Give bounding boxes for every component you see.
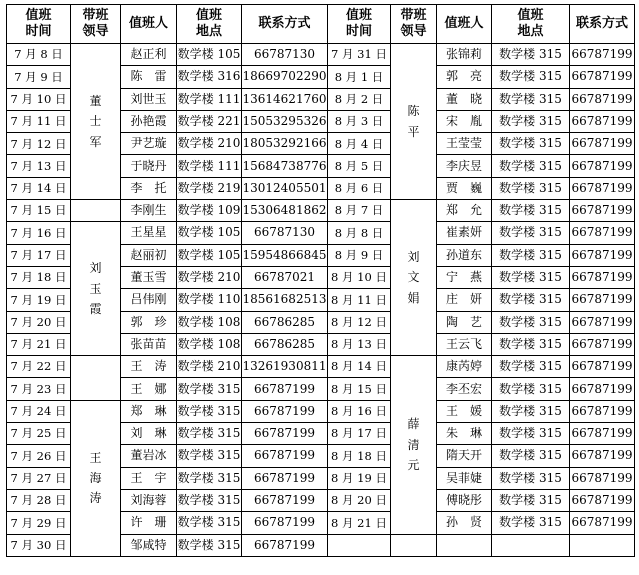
duty-place: 数学楼 315 xyxy=(492,378,570,400)
duty-person: 尹艺璇 xyxy=(121,133,177,155)
duty-person: 陈 雷 xyxy=(121,66,177,88)
duty-date: 7 月 19 日 xyxy=(7,289,71,311)
duty-place: 数学楼 111 xyxy=(177,88,242,110)
duty-person: 贾 巍 xyxy=(437,177,492,199)
duty-place: 数学楼 315 xyxy=(492,311,570,333)
contact-phone: 15306481862 xyxy=(242,200,328,222)
contact-phone: 13261930811 xyxy=(242,356,328,378)
duty-place: 数学楼 315 xyxy=(492,88,570,110)
duty-place: 数学楼 210 xyxy=(177,356,242,378)
duty-date: 8 月 21 日 xyxy=(328,512,391,534)
header-duty-place: 值班 地点 xyxy=(492,5,570,44)
duty-place: 数学楼 315 xyxy=(492,222,570,244)
leader-name-char: 元 xyxy=(407,458,420,473)
duty-date: 8 月 1 日 xyxy=(328,66,391,88)
duty-person: 董 晓 xyxy=(437,88,492,110)
right-leader-cell xyxy=(391,44,437,200)
duty-person: 刘世玉 xyxy=(121,88,177,110)
duty-person: 张苗苗 xyxy=(121,333,177,355)
duty-place: 数学楼 315 xyxy=(492,400,570,422)
duty-date: 7 月 8 日 xyxy=(7,44,71,66)
duty-place: 数学楼 315 xyxy=(492,445,570,467)
contact-phone: 13614621760 xyxy=(242,88,328,110)
duty-place: 数学楼 315 xyxy=(492,512,570,534)
contact-phone: 66787199 xyxy=(570,177,635,199)
contact-phone: 66787199 xyxy=(570,155,635,177)
contact-phone: 66787199 xyxy=(570,88,635,110)
contact-phone: 66787130 xyxy=(242,222,328,244)
contact-phone: 66787199 xyxy=(570,423,635,445)
duty-place: 数学楼 315 xyxy=(492,155,570,177)
leader-name-char: 玉 xyxy=(89,281,102,296)
header-duty-time: 值班 时间 xyxy=(328,5,391,44)
contact-phone: 66787199 xyxy=(570,400,635,422)
duty-date: 8 月 16 日 xyxy=(328,400,391,422)
contact-phone: 18669702290 xyxy=(242,66,328,88)
table-row xyxy=(7,400,635,422)
table-row xyxy=(7,222,635,244)
contact-phone: 13012405501 xyxy=(242,177,328,199)
duty-person: 赵丽初 xyxy=(121,244,177,266)
duty-date: 7 月 30 日 xyxy=(7,534,71,556)
duty-date: 8 月 3 日 xyxy=(328,110,391,132)
duty-person: 朱 琳 xyxy=(437,423,492,445)
duty-place: 数学楼 315 xyxy=(177,534,242,556)
duty-date: 7 月 27 日 xyxy=(7,467,71,489)
duty-person: 李刚生 xyxy=(121,200,177,222)
empty-cell xyxy=(391,534,437,556)
duty-date: 7 月 26 日 xyxy=(7,445,71,467)
duty-person: 邹咸特 xyxy=(121,534,177,556)
duty-place: 数学楼 315 xyxy=(492,133,570,155)
duty-date: 7 月 10 日 xyxy=(7,88,71,110)
duty-person: 宋 胤 xyxy=(437,110,492,132)
duty-date: 7 月 14 日 xyxy=(7,177,71,199)
duty-person: 许 珊 xyxy=(121,512,177,534)
duty-place: 数学楼 315 xyxy=(492,200,570,222)
header-contact: 联系方式 xyxy=(570,5,635,44)
duty-person: 郭 亮 xyxy=(437,66,492,88)
table-row xyxy=(7,356,635,378)
duty-place: 数学楼 219 xyxy=(177,177,242,199)
duty-date: 7 月 24 日 xyxy=(7,400,71,422)
duty-date: 7 月 23 日 xyxy=(7,378,71,400)
duty-person: 王云飞 xyxy=(437,333,492,355)
duty-person: 王星星 xyxy=(121,222,177,244)
schedule-body xyxy=(7,44,635,557)
duty-person: 孙道东 xyxy=(437,244,492,266)
duty-place: 数学楼 315 xyxy=(492,489,570,511)
leader-name-char: 霞 xyxy=(89,301,102,316)
duty-person: 王 娜 xyxy=(121,378,177,400)
leader-name-char: 刘 xyxy=(407,250,420,265)
duty-person: 王 涛 xyxy=(121,356,177,378)
duty-place: 数学楼 110 xyxy=(177,289,242,311)
leader-name-char: 平 xyxy=(407,124,420,139)
duty-person: 隋天开 xyxy=(437,445,492,467)
contact-phone: 66787199 xyxy=(570,467,635,489)
duty-person: 张锦莉 xyxy=(437,44,492,66)
leader-name-char: 陈 xyxy=(407,104,420,119)
contact-phone: 66787199 xyxy=(570,445,635,467)
empty-cell xyxy=(570,534,635,556)
duty-place: 数学楼 315 xyxy=(492,289,570,311)
empty-cell xyxy=(492,534,570,556)
duty-person: 崔素妍 xyxy=(437,222,492,244)
left-leader-cell xyxy=(71,44,121,200)
duty-date: 7 月 22 日 xyxy=(7,356,71,378)
leader-name-char: 娟 xyxy=(407,290,420,305)
contact-phone: 18053292166 xyxy=(242,133,328,155)
empty-cell xyxy=(437,534,492,556)
contact-phone: 66787199 xyxy=(242,445,328,467)
header-leader: 带班 领导 xyxy=(391,5,437,44)
duty-place: 数学楼 315 xyxy=(492,244,570,266)
duty-person: 赵正利 xyxy=(121,44,177,66)
contact-phone: 66787199 xyxy=(570,66,635,88)
duty-date: 8 月 13 日 xyxy=(328,333,391,355)
duty-person: 刘海蓉 xyxy=(121,489,177,511)
duty-person: 王 宇 xyxy=(121,467,177,489)
table-row xyxy=(7,200,635,222)
duty-place: 数学楼 210 xyxy=(177,133,242,155)
duty-person: 陶 艺 xyxy=(437,311,492,333)
duty-date: 7 月 11 日 xyxy=(7,110,71,132)
duty-place: 数学楼 315 xyxy=(492,266,570,288)
duty-date: 7 月 20 日 xyxy=(7,311,71,333)
leader-name-char: 刘 xyxy=(89,261,102,276)
duty-place: 数学楼 315 xyxy=(177,400,242,422)
duty-date: 7 月 31 日 xyxy=(328,44,391,66)
duty-place: 数学楼 316 xyxy=(177,66,242,88)
contact-phone: 15954866845 xyxy=(242,244,328,266)
duty-place: 数学楼 108 xyxy=(177,311,242,333)
contact-phone: 66787199 xyxy=(570,110,635,132)
header-duty-person: 值班人 xyxy=(437,5,492,44)
duty-place: 数学楼 315 xyxy=(177,445,242,467)
duty-place: 数学楼 315 xyxy=(177,489,242,511)
duty-date: 8 月 15 日 xyxy=(328,378,391,400)
contact-phone: 66786285 xyxy=(242,333,328,355)
duty-date: 8 月 18 日 xyxy=(328,445,391,467)
duty-date: 7 月 16 日 xyxy=(7,222,71,244)
left-leader-cell xyxy=(71,400,121,556)
header-row xyxy=(7,5,635,44)
duty-person: 李丕宏 xyxy=(437,378,492,400)
duty-date: 8 月 2 日 xyxy=(328,88,391,110)
duty-place: 数学楼 108 xyxy=(177,333,242,355)
table-row xyxy=(7,44,635,66)
duty-person: 傅晓彤 xyxy=(437,489,492,511)
duty-place: 数学楼 109 xyxy=(177,200,242,222)
contact-phone: 15053295326 xyxy=(242,110,328,132)
contact-phone: 66787199 xyxy=(570,489,635,511)
header-contact: 联系方式 xyxy=(242,5,328,44)
duty-date: 8 月 6 日 xyxy=(328,177,391,199)
duty-person: 孙艳霞 xyxy=(121,110,177,132)
duty-place: 数学楼 315 xyxy=(492,333,570,355)
leader-name-char: 海 xyxy=(89,471,102,486)
duty-person: 宁 燕 xyxy=(437,266,492,288)
contact-phone: 18561682513 xyxy=(242,289,328,311)
contact-phone: 66787199 xyxy=(570,333,635,355)
leader-name-char: 王 xyxy=(89,450,102,465)
duty-person: 郭 珍 xyxy=(121,311,177,333)
duty-place: 数学楼 315 xyxy=(492,423,570,445)
duty-person: 吕伟刚 xyxy=(121,289,177,311)
contact-phone: 66787199 xyxy=(242,489,328,511)
duty-person: 李庆昱 xyxy=(437,155,492,177)
duty-person: 董玉雪 xyxy=(121,266,177,288)
duty-person: 王莹莹 xyxy=(437,133,492,155)
left-leader-cell xyxy=(71,222,121,356)
duty-person: 郑 允 xyxy=(437,200,492,222)
duty-place: 数学楼 111 xyxy=(177,155,242,177)
duty-person: 吴菲婕 xyxy=(437,467,492,489)
contact-phone: 66787199 xyxy=(570,222,635,244)
duty-place: 数学楼 315 xyxy=(177,378,242,400)
duty-date: 7 月 21 日 xyxy=(7,333,71,355)
duty-person: 于晓丹 xyxy=(121,155,177,177)
contact-phone: 66787199 xyxy=(570,266,635,288)
duty-date: 8 月 5 日 xyxy=(328,155,391,177)
contact-phone: 66787199 xyxy=(570,356,635,378)
duty-place: 数学楼 105 xyxy=(177,44,242,66)
duty-place: 数学楼 315 xyxy=(492,177,570,199)
duty-date: 8 月 9 日 xyxy=(328,244,391,266)
contact-phone: 66787199 xyxy=(242,400,328,422)
duty-place: 数学楼 315 xyxy=(492,467,570,489)
contact-phone: 66787199 xyxy=(570,44,635,66)
leader-name-char: 涛 xyxy=(89,491,102,506)
duty-date: 7 月 13 日 xyxy=(7,155,71,177)
contact-phone: 66787199 xyxy=(570,512,635,534)
contact-phone: 66787199 xyxy=(242,512,328,534)
duty-place: 数学楼 210 xyxy=(177,266,242,288)
duty-place: 数学楼 315 xyxy=(492,66,570,88)
duty-place: 数学楼 315 xyxy=(492,44,570,66)
duty-date: 8 月 4 日 xyxy=(328,133,391,155)
left-leader-cell xyxy=(71,356,121,401)
empty-cell xyxy=(328,534,391,556)
contact-phone: 66787199 xyxy=(570,244,635,266)
duty-place: 数学楼 315 xyxy=(177,467,242,489)
duty-place: 数学楼 221 xyxy=(177,110,242,132)
leader-name-char: 士 xyxy=(89,114,102,129)
duty-date: 7 月 9 日 xyxy=(7,66,71,88)
duty-place: 数学楼 315 xyxy=(492,110,570,132)
duty-person: 庄 妍 xyxy=(437,289,492,311)
duty-date: 7 月 28 日 xyxy=(7,489,71,511)
duty-person: 王 媛 xyxy=(437,400,492,422)
duty-date: 8 月 20 日 xyxy=(328,489,391,511)
header-duty-place: 值班 地点 xyxy=(177,5,242,44)
duty-place: 数学楼 315 xyxy=(492,356,570,378)
duty-date: 8 月 14 日 xyxy=(328,356,391,378)
contact-phone: 66787199 xyxy=(570,311,635,333)
left-leader-cell xyxy=(71,200,121,222)
contact-phone: 66787199 xyxy=(242,423,328,445)
contact-phone: 66787199 xyxy=(570,289,635,311)
duty-place: 数学楼 315 xyxy=(177,512,242,534)
duty-date: 7 月 15 日 xyxy=(7,200,71,222)
duty-date: 7 月 17 日 xyxy=(7,244,71,266)
duty-person: 李 托 xyxy=(121,177,177,199)
duty-date: 7 月 25 日 xyxy=(7,423,71,445)
header-leader: 带班 领导 xyxy=(71,5,121,44)
contact-phone: 66787199 xyxy=(570,133,635,155)
duty-place: 数学楼 315 xyxy=(177,423,242,445)
contact-phone: 66787199 xyxy=(242,378,328,400)
duty-date: 8 月 7 日 xyxy=(328,200,391,222)
contact-phone: 66787199 xyxy=(570,378,635,400)
duty-person: 刘 琳 xyxy=(121,423,177,445)
duty-date: 8 月 12 日 xyxy=(328,311,391,333)
duty-date: 7 月 29 日 xyxy=(7,512,71,534)
contact-phone: 66786285 xyxy=(242,311,328,333)
duty-person: 孙 贤 xyxy=(437,512,492,534)
duty-schedule-table xyxy=(6,4,635,557)
contact-phone: 66787199 xyxy=(570,200,635,222)
leader-name-char: 军 xyxy=(89,134,102,149)
duty-person: 康芮婷 xyxy=(437,356,492,378)
right-leader-cell xyxy=(391,200,437,356)
contact-phone: 15684738776 xyxy=(242,155,328,177)
header-duty-person: 值班人 xyxy=(121,5,177,44)
right-leader-cell xyxy=(391,356,437,534)
contact-phone: 66787130 xyxy=(242,44,328,66)
duty-date: 8 月 8 日 xyxy=(328,222,391,244)
duty-place: 数学楼 105 xyxy=(177,222,242,244)
duty-person: 郑 琳 xyxy=(121,400,177,422)
leader-name-char: 薛 xyxy=(407,417,420,432)
duty-date: 7 月 18 日 xyxy=(7,266,71,288)
duty-date: 8 月 10 日 xyxy=(328,266,391,288)
duty-date: 7 月 12 日 xyxy=(7,133,71,155)
duty-place: 数学楼 105 xyxy=(177,244,242,266)
header-duty-time: 值班 时间 xyxy=(7,5,71,44)
leader-name-char: 董 xyxy=(89,93,102,108)
duty-date: 8 月 11 日 xyxy=(328,289,391,311)
duty-date: 8 月 17 日 xyxy=(328,423,391,445)
duty-date: 8 月 19 日 xyxy=(328,467,391,489)
leader-name-char: 清 xyxy=(407,437,420,452)
contact-phone: 66787199 xyxy=(242,467,328,489)
contact-phone: 66787021 xyxy=(242,266,328,288)
duty-person: 董岩冰 xyxy=(121,445,177,467)
leader-name-char: 文 xyxy=(407,270,420,285)
contact-phone: 66787199 xyxy=(242,534,328,556)
